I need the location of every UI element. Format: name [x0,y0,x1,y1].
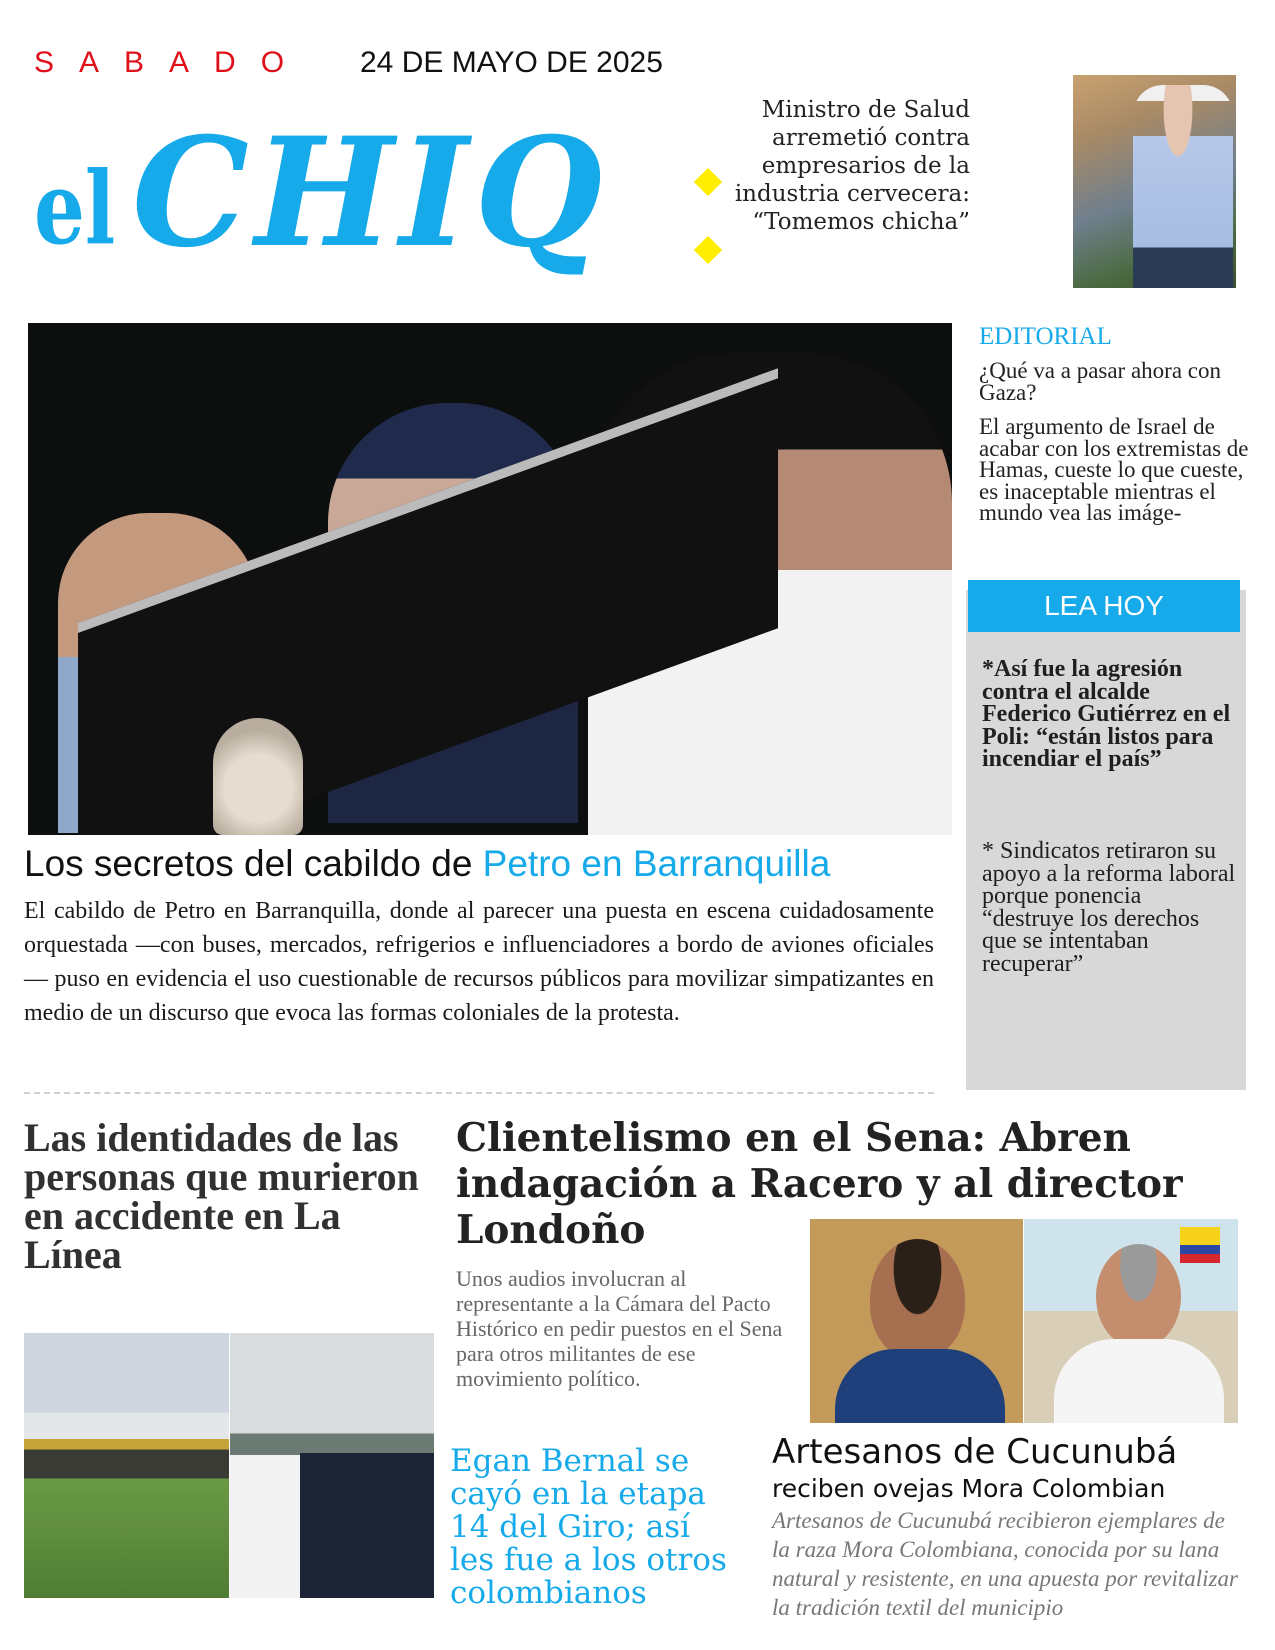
artesanos-headline[interactable]: Artesanos de Cucunubá [772,1432,1178,1472]
masthead-logo[interactable] [34,105,714,298]
linea-headline[interactable]: Las identidades de las personas que murieron en accidente en La Línea [24,1115,419,1277]
teaser-headline[interactable]: Ministro de Salud arremetió contra empresarios de la industria cervecera: “Tomemos chicha” [734,97,970,235]
portrait-body [1054,1339,1224,1423]
editorial-title[interactable]: ¿Qué va a pasar ahora con Gaza? [979,358,1222,405]
editorial-label: EDITORIAL [979,323,1112,350]
artesanos-subheadline: reciben ovejas Mora Colombian [772,1474,1166,1503]
teaser-photo[interactable] [1073,75,1236,288]
main-story-photo[interactable] [28,323,952,835]
portrait-body [835,1349,1005,1423]
portrait-face [1096,1244,1181,1349]
sena-photo[interactable] [810,1219,1238,1423]
linea-photo[interactable] [24,1333,434,1598]
artesanos-body: Artesanos de Cucunubá recibieron ejemplares de la raza Mora Colombiana, conocida por su lana natural y resistente, en una apuesta por revitalizar la tradición textil del municipio [772,1508,1238,1620]
bridge-image [24,1333,229,1598]
masthead-name: CHIQ [132,105,609,281]
bus-window [300,1453,434,1598]
main-story-lead: El cabildo de Petro en Barranquilla, donde al parecer una puesta en escena cuidadosamente orquestada —con buses, mercados, refrigerios e influenciadores a bordo de aviones oficiales— puso en evidencia el uso cuestionable de recursos públicos para movilizar simpatizantes en medio de un discurso que evoca las formas coloniales de la protesta. [24,898,934,1026]
main-headline-part2: Petro en Barranquilla [482,843,831,884]
sena-headline[interactable]: Clientelismo en el Sena: Abren indagación a Racero y al director Londoño [456,1115,1183,1253]
minister-figure [1133,85,1233,288]
egan-headline[interactable]: Egan Bernal se cayó en la etapa 14 del Giro; así les fue a los otros colombianos [450,1443,727,1611]
londono-portrait [1024,1219,1238,1423]
coat-of-arms-icon [213,718,303,835]
section-divider [24,1092,934,1094]
lea-hoy-item[interactable]: *Así fue la agresión contra el alcalde Federico Gutiérrez en el Poli: “están listos para incendiar el país” [982,656,1231,772]
editorial-body: El argumento de Israel de acabar con los extremistas de Hamas, cueste lo que cueste, es inaceptable mientras el mundo vea las imáge- [979,414,1249,525]
main-headline-part1: Los secretos del cabildo de [24,843,483,884]
colombia-flag-icon [1180,1227,1220,1263]
racero-portrait [810,1219,1023,1423]
diamond-icon [694,236,722,264]
day-of-week: SABADO [34,46,310,79]
lea-hoy-title: LEA HOY [968,580,1240,632]
portrait-face [870,1239,965,1359]
main-story-headline[interactable] [24,843,830,885]
masthead-prefix: el [34,149,116,267]
issue-date: 24 DE MAYO DE 2025 [360,46,663,79]
lea-hoy-item[interactable]: * Sindicatos retiraron su apoyo a la reforma laboral porque ponencia “destruye los derechos que se intentaban recuperar” [982,838,1236,977]
sena-body: Unos audios involucran al representante a la Cámara del Pacto Histórico en pedir puestos en el Sena para otros militantes de ese movimiento político. [456,1266,783,1391]
bus-image [230,1333,434,1598]
